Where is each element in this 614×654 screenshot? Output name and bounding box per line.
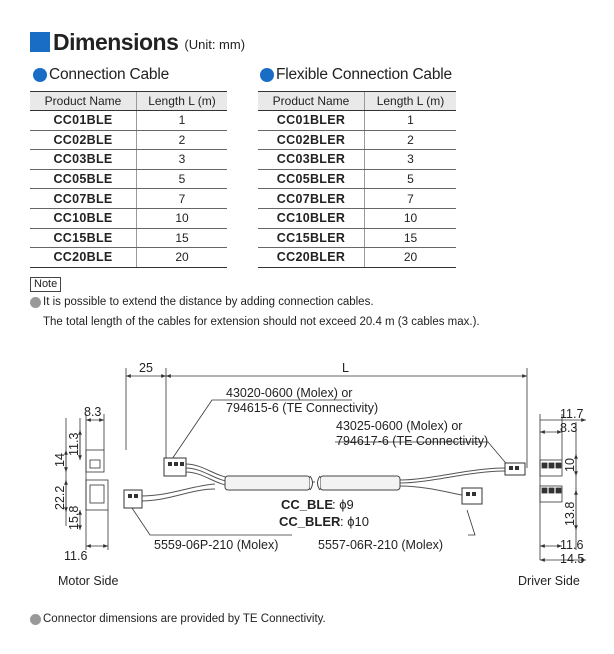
length-cell: 2 <box>137 130 228 150</box>
driver-dim-2: 8.3 <box>560 421 578 435</box>
driver-dim-4: 13.8 <box>563 501 577 526</box>
molex-bottom-left: 5559-06P-210 (Molex) <box>154 538 279 552</box>
length-cell: 7 <box>365 189 457 209</box>
molex-top-right-line1: 43025-0600 (Molex) or <box>336 419 463 433</box>
length-cell: 5 <box>137 169 228 189</box>
length-cell: 7 <box>137 189 228 209</box>
cable-bler-label: CC_BLER <box>279 514 341 529</box>
table-row <box>30 111 227 131</box>
note-line-1: It is possible to extend the distance by adding connection cables. <box>30 296 374 308</box>
motor-dim-3: 14 <box>53 453 67 467</box>
table-row <box>258 189 456 209</box>
product-name-cell: CC05BLER <box>258 169 365 189</box>
cable-ble-label: CC_BLE <box>281 497 334 512</box>
blue-dot-icon <box>260 68 274 82</box>
gray-dot-icon <box>30 297 41 308</box>
title-square-icon <box>30 32 50 52</box>
length-cell: 20 <box>137 248 228 268</box>
product-name-cell: CC10BLE <box>30 208 137 228</box>
motor-dim-5: 15.8 <box>67 505 81 530</box>
flexible-cable-heading <box>260 66 452 84</box>
col-length: Length L (m) <box>365 92 457 111</box>
product-name-cell: CC20BLER <box>258 248 365 268</box>
table-row <box>30 228 227 248</box>
section-title <box>30 28 245 54</box>
driver-dim-6: 14.5 <box>560 552 585 566</box>
col-length: Length L (m) <box>137 92 228 111</box>
cable-dimension-drawing <box>0 350 614 600</box>
col-product-name: Product Name <box>30 92 137 111</box>
connection-cable-heading-text: Connection Cable <box>49 66 170 83</box>
cable-bler-diameter: : ϕ10 <box>340 514 369 529</box>
table-row <box>258 150 456 170</box>
product-name-cell: CC03BLE <box>30 150 137 170</box>
product-name-cell: CC10BLER <box>258 208 365 228</box>
motor-dim-6: 11.6 <box>64 549 88 563</box>
dim-25-label: 25 <box>139 361 153 375</box>
connection-cable-heading <box>33 66 169 84</box>
table-row <box>258 228 456 248</box>
table-row <box>258 111 456 131</box>
flexible-cable-heading-text: Flexible Connection Cable <box>276 66 452 83</box>
molex-bottom-right: 5557-06R-210 (Molex) <box>318 538 444 552</box>
table-row <box>258 208 456 228</box>
length-cell: 20 <box>365 248 457 268</box>
length-cell: 5 <box>365 169 457 189</box>
blue-dot-icon <box>33 68 47 82</box>
table-row <box>30 150 227 170</box>
product-name-cell: CC01BLER <box>258 111 365 131</box>
dim-L-label: L <box>342 361 349 375</box>
table-row <box>30 169 227 189</box>
table-row <box>30 208 227 228</box>
length-cell: 2 <box>365 130 457 150</box>
product-name-cell: CC15BLER <box>258 228 365 248</box>
product-name-cell: CC02BLER <box>258 130 365 150</box>
table-row <box>30 189 227 209</box>
connection-cable-table <box>30 91 227 268</box>
length-cell: 3 <box>365 150 457 170</box>
product-name-cell: CC20BLE <box>30 248 137 268</box>
motor-dim-2: 11.3 <box>67 432 81 456</box>
motor-dim-4: 22.2 <box>53 485 67 510</box>
note-label: Note <box>30 277 61 292</box>
motor-side-label: Motor Side <box>58 574 119 588</box>
flexible-cable-table <box>258 91 456 268</box>
driver-dim-1: 11.7 <box>560 407 584 421</box>
table-row <box>258 248 456 268</box>
motor-dim-1: 8.3 <box>84 405 102 419</box>
cable-ble-diameter: : ϕ9 <box>332 497 354 512</box>
product-name-cell: CC01BLE <box>30 111 137 131</box>
col-product-name: Product Name <box>258 92 365 111</box>
length-cell: 1 <box>137 111 228 131</box>
gray-dot-icon <box>30 614 41 625</box>
length-cell: 15 <box>365 228 457 248</box>
unit-label: (Unit: mm) <box>184 37 246 52</box>
length-cell: 10 <box>365 208 457 228</box>
driver-side-label: Driver Side <box>518 574 580 588</box>
length-cell: 1 <box>365 111 457 131</box>
table-row <box>30 130 227 150</box>
length-cell: 10 <box>137 208 228 228</box>
note-line-2: The total length of the cables for extension should not exceed 20.4 m (3 cables max.). <box>43 316 480 328</box>
molex-top-right-line2: 794617-6 (TE Connectivity) <box>336 434 489 448</box>
driver-dim-3: 10 <box>563 458 577 472</box>
product-name-cell: CC05BLE <box>30 169 137 189</box>
length-cell: 3 <box>137 150 228 170</box>
molex-top-left-line1: 43020-0600 (Molex) or <box>226 386 353 400</box>
table-row <box>30 248 227 268</box>
length-cell: 15 <box>137 228 228 248</box>
product-name-cell: CC07BLER <box>258 189 365 209</box>
product-name-cell: CC15BLE <box>30 228 137 248</box>
table-row <box>258 130 456 150</box>
page-title: Dimensions <box>53 29 179 55</box>
molex-top-left-line2: 794615-6 (TE Connectivity) <box>226 401 379 415</box>
product-name-cell: CC02BLE <box>30 130 137 150</box>
product-name-cell: CC07BLE <box>30 189 137 209</box>
footer-note: Connector dimensions are provided by TE Connectivity. <box>30 613 326 625</box>
driver-dim-5: 11.6 <box>560 538 584 552</box>
table-row <box>258 169 456 189</box>
product-name-cell: CC03BLER <box>258 150 365 170</box>
